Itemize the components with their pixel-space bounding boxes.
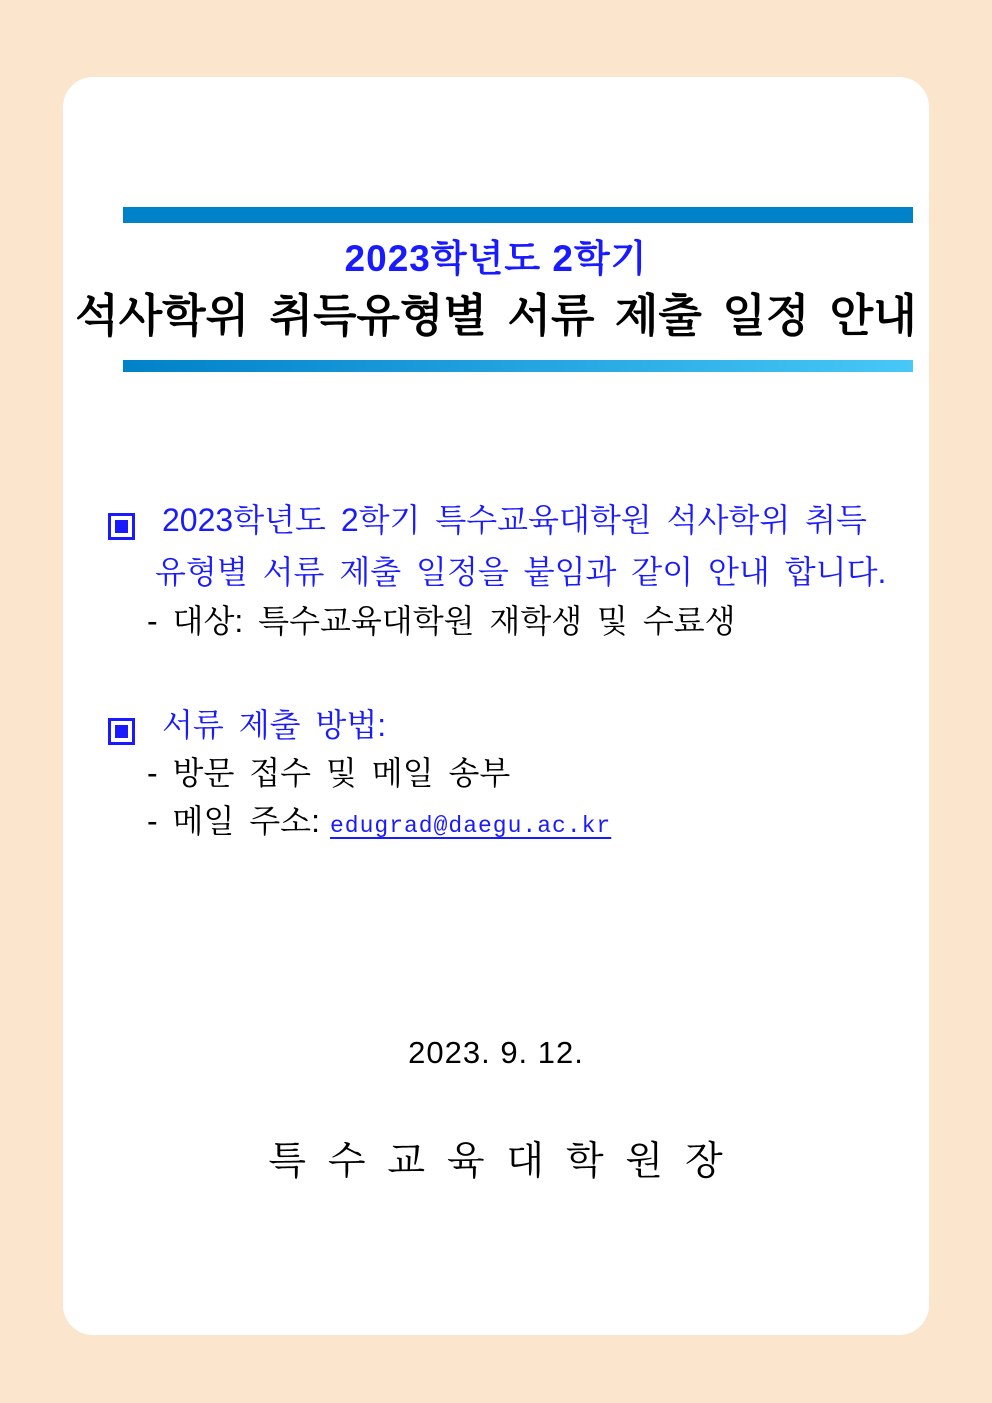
notice-card [63, 77, 929, 1335]
bullet-square-inner [115, 520, 128, 533]
header-subtitle: 2023학년도 2학기 [344, 238, 648, 279]
email-label: - 메일 주소: [147, 803, 320, 839]
bullet-square-icon [108, 718, 135, 745]
section1-heading-line1 [108, 503, 867, 540]
signature: 특 수 교 육 대 학 원 장 [268, 1140, 724, 1183]
notice-date: 2023. 9. 12. [408, 1035, 584, 1070]
section2-heading-line [108, 708, 386, 745]
bullet-square-inner [115, 725, 128, 738]
section1-detail: - 대상: 특수교육대학원 재학생 및 수료생 [147, 603, 736, 639]
section2-detail1: - 방문 접수 및 메일 송부 [147, 755, 511, 791]
section1-heading-line2: 유형별 서류 제출 일정을 붙임과 같이 안내 합니다. [155, 554, 887, 590]
email-link[interactable]: edugrad@daegu.ac.kr [329, 813, 612, 839]
header-gradient-bar [123, 360, 913, 372]
bullet-square-icon [108, 513, 135, 540]
section1-heading-text1: 2023학년도 2학기 특수교육대학원 석사학위 취득 [162, 502, 867, 538]
section2-heading-text: 서류 제출 방법: [162, 707, 387, 743]
page-title: 석사학위 취득유형별 서류 제출 일정 안내 [75, 290, 917, 341]
section2-detail2 [147, 804, 611, 839]
header-top-bar [123, 207, 913, 223]
